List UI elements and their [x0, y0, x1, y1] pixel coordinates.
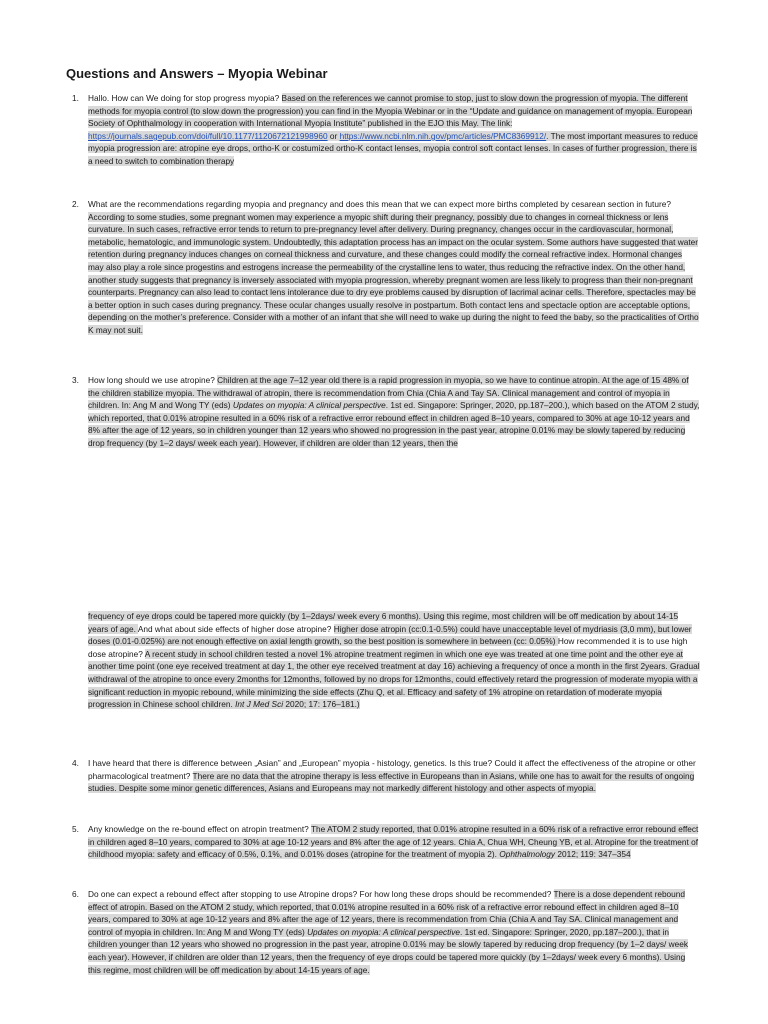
- qa-item-5: [72, 823, 700, 861]
- question-text: Hallo. How can We doing for stop progress myopia?: [88, 93, 282, 103]
- answer-text: frequency of eye drops could be tapered more quickly (by 1–2days/ week every 6 months). Using this regime, most children will be off medication by about 14-15 years of age.: [88, 611, 679, 634]
- ejo-link[interactable]: https://journals.sagepub.com/doi/full/10.1177/1120672121998960: [88, 130, 328, 141]
- question-text: How recommended it is to use high dose atropine?: [88, 636, 688, 659]
- item-number: 4.: [72, 758, 79, 768]
- answer-text: The ATOM 2 study reported, that 0.01% atropine resulted in a 60% risk of a refractive error rebound effect in children aged 8–10 years, compared to 30% at age 10-12 years and 8% after the age of 12 years. Chia A, Chua WH, Cheung YB, et al. Atropine for the treatment of childhood myopia: safety and efficacy of 0.5%, 0.1%, and 0.01% doses (atropine for the treatment of myopia 2). Ophthalmology 2012; 119: 347–354: [88, 824, 699, 860]
- qa-item-4: [72, 757, 700, 795]
- question-text: And what about side effects of higher dose atropine?: [137, 623, 334, 634]
- qa-item-3: [72, 374, 700, 450]
- item-number: 3.: [72, 375, 79, 385]
- item-number: 6.: [72, 889, 79, 899]
- document-title: Questions and Answers – Myopia Webinar: [66, 66, 328, 81]
- answer-text: There is a dose dependent rebound effect of atropin. Based on the ATOM 2 study, which reported, that 0.01% atropine resulted in a 60% risk of a refractive error rebound effect in children aged 8–10 years, compared to 30% at age 10-12 years and 8% after the age of 12 years, there is recommendation from Chia (Chia A and Tay SA. Clinical management and control of myopia in children. In: Ang M and Wong TY (eds) Updates on myopia: A clinical perspective. 1st ed. Singapore: Springer, 2020, pp.187–200.), that in children younger than 12 years who showed no progression in the past year, atropine 0.01% may be slowly tapered by reducing drop frequency (by 1–2 days/ week each year). However, if children are older than 12 years, then the frequency of eye drops could be tapered more quickly (by 1–2days/ week every 6 months). Using this regime, most children will be off medication by about 14-15 years of age.: [88, 889, 689, 975]
- answer-text: According to some studies, some pregnant women may experience a myopic shift during their pregnancy, possibly due to changes in corneal thickness or lens curvature. In such cases, refractive error tends to return to pre-pregnancy level after delivery. During pregnancy, changes occur in the cardiovascular, hormonal, metabolic, hematologic, and immunologic system. Undoubtedly, this adaptation process has an impact on the ocular system. Some authors have suggested that water retention during pregnancy induces changes on corneal thickness and curvature, and these changes could modify the corneal refractive index. Hormonal changes may also play a role since progestins and estrogens increase the permeability of the crystalline lens to water, thus reducing the refractive index. On the other hand, another study suggests that pregnancy is inversely associated with myopia progression, whereby pregnant women are less likely to progress than their non-pregnant counterparts. Pregnancy can also lead to contact lens intolerance due to dry eye problems caused by disruption of lacrimal acinar cells. Therefore, spectacles may be a better option in such cases during pregnancy. These ocular changes usually resolve in postpartum. Both contact lens and spectacle option are acceptable options, depending on the mother’s preference. Consider with a mother of an infant that she will need to wake up during the night to feed the baby, so the practicalities of Ortho K may not suit.: [88, 211, 699, 335]
- item-number: 5.: [72, 824, 79, 834]
- question-text: Any knowledge on the re-bound effect on atropin treatment?: [88, 824, 311, 834]
- pmc-link[interactable]: https://www.ncbi.nlm.nih.gov/pmc/articles/PMC8369912/: [339, 130, 547, 141]
- answer-text: There are no data that the atropine therapy is less effective in Europeans than in Asians, while one has to await for the results of ongoing studies. Despite some minor genetic differences, Asians and Europeans may not markedly different histology and other aspects of myopia.: [88, 770, 695, 794]
- answer-text: Higher dose atropin (cc:0.1-0.5%) could have unacceptable level of mydriasis (3,0 mm), but lower doses (0.01-0.025%) are not enough effective on axial length growth, so the best position is somewhere in between (cc: 0.05%): [88, 623, 692, 647]
- question-text: What are the recommendations regarding myopia and pregnancy and does this mean that we can expect more births completed by cesarean section in future?: [88, 199, 671, 209]
- question-text: How long should we use atropine?: [88, 375, 218, 385]
- answer-text: A recent study in school children tested a novel 1% atropine treatment regimen in which one eye was treated at one time point and the other eye at another time point (one eye received treatment at day 1, the other eye received treatment at day 16) achieving a frequency of once a month in the first 2years. Gradual withdrawal of the atropine to once every 2months for 12months, followed by no drops for 12months, could effectively retard the progression of moderate myopia with a significant reduction in myopic rebound, while minimizing the side effects (Zhu Q, et al. Efficacy and safety of 1% atropine on retardation of moderate myopia progression in Chinese school children. Int J Med Sci 2020; 17: 176–181.): [88, 648, 700, 710]
- question-text: Do one can expect a rebound effect after stopping to use Atropine drops? For how long these drops should be recommended?: [88, 889, 554, 899]
- answer-text: Based on the references we cannot promise to stop, just to slow down the progression of myopia. The different methods for myopia control (to slow down the progression) you can find in the Myopia Webinar or in the “Update and guidance on management of myopia. European Society of Ophthalmology in cooperation with International Myopia Institute” published in the EJO this May. The link: https://journals.sagepub.com/doi/full/10.1177/1120672121998960 or https://www.ncbi.nlm.nih.gov/pmc/articles/PMC8369912/. The most important measures to reduce myopia progression are: atropine eye drops, ortho-K or costumized ortho-K contact lenses, myopia control soft contact lenses. In cases of further progression, there is a need to switch to combination therapy: [88, 93, 698, 166]
- question-text: I have heard that there is difference between „Asian” and „European” myopia - histology, genetics. Is this true? Could it affect the effectiveness of the atropine or other pharmacological treatment?: [88, 758, 696, 781]
- qa-item-3-continued: [88, 610, 700, 711]
- qa-item-1: [72, 92, 700, 168]
- item-number: 2.: [72, 199, 79, 209]
- item-number: 1.: [72, 93, 79, 103]
- qa-item-2: [72, 198, 700, 337]
- qa-item-6: [72, 888, 700, 976]
- answer-text: Children at the age 7–12 year old there is a rapid progression in myopia, so we have to continue atropin. At the age of 15 48% of the children stabilize myopia. The withdrawal of atropin, there is recommendation from Chia (Chia A and Tay SA. Clinical management and control of myopia in children. In: Ang M and Wong TY (eds) Updates on myopia: A clinical perspective. 1st ed. Singapore: Springer, 2020, pp.187–200.), which based on the ATOM 2 study, which reported, that 0.01% atropine resulted in a 60% risk of a refractive error rebound effect in children aged 8–10 years, compared to 30% at age 10-12 years and 8% after the age of 12 years, so in children younger than 12 years who showed no progression in the past year, atropine 0.01% may be slowly tapered by reducing drop frequency (by 1–2 days/ week each year). However, if children are older than 12 years, then the: [88, 375, 700, 448]
